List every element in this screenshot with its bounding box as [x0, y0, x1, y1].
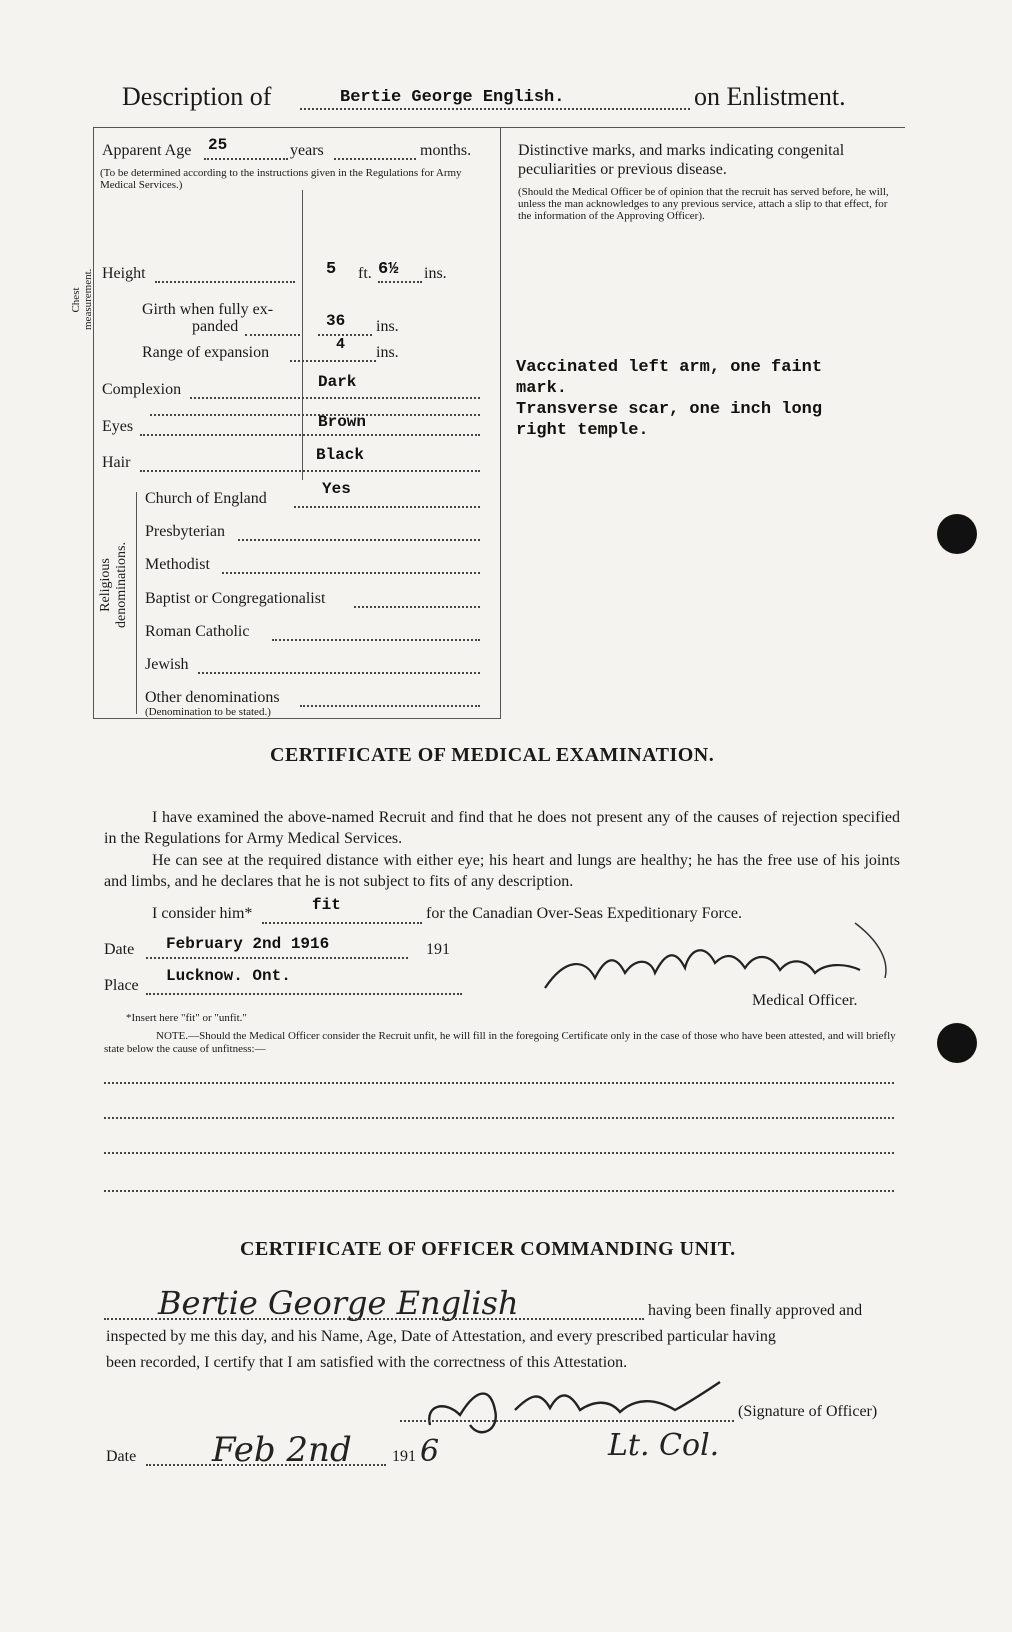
girth-label-1: Girth when fully ex- — [142, 301, 274, 318]
marks-heading: Distinctive marks, and marks indicating congenital peculiarities or previous disease. — [518, 142, 845, 178]
hair-dots — [140, 470, 480, 472]
girth-value: 36 — [326, 312, 346, 330]
marks-line-3: Transverse scar, one inch long — [516, 400, 823, 419]
eyes-label: Eyes — [102, 418, 134, 435]
religion-presbyterian: Presbyterian — [145, 523, 225, 540]
commanding-year-prefix: 191 — [392, 1448, 416, 1465]
religion-church-of-england-value: Yes — [322, 480, 351, 498]
consider-dots — [262, 922, 422, 924]
medical-heading: CERTIFICATE OF MEDICAL EXAMINATION. — [270, 744, 715, 766]
religion-other: Other denominations — [145, 689, 280, 706]
age-value: 25 — [208, 136, 228, 154]
years-dots — [334, 158, 416, 160]
complexion-label: Complexion — [102, 381, 182, 398]
commanding-name-handwritten: Bertie George English — [158, 1284, 519, 1322]
height-in-value: 6½ — [378, 260, 399, 279]
medical-place-label: Place — [104, 977, 139, 994]
girth-ins-label: ins. — [376, 318, 399, 335]
left-frame — [93, 128, 94, 718]
religion-baptist: Baptist or Congregationalist — [145, 590, 326, 607]
commanding-line3: been recorded, I certify that I am satisfied with the correctness of this Attestation. — [106, 1354, 628, 1371]
religion-dots-3 — [354, 606, 480, 608]
commanding-line2: inspected by me this day, and his Name, Age, Date of Attestation, and every prescribed particular having — [106, 1328, 776, 1345]
unfit-note: NOTE.—Should the Medical Officer consider the Recruit unfit, he will fill in the foregoing Certificate only in the case of those who have been attested, and will briefly state below the cause of unfitness:— — [104, 1030, 896, 1055]
commanding-name-dots — [104, 1318, 644, 1320]
medical-officer-label: Medical Officer. — [752, 992, 858, 1009]
commanding-date-dots — [146, 1464, 386, 1466]
height-label: Height — [102, 265, 146, 282]
consider-value: fit — [312, 896, 341, 914]
ft-label: ft. — [358, 265, 372, 282]
age-note: (To be determined according to the instructions given in the Regulations for Army Medical Services.) — [100, 167, 462, 191]
medical-year-prefix: 191 — [426, 941, 450, 958]
months-label: months. — [420, 142, 472, 159]
consider-suffix: for the Canadian Over-Seas Expeditionary Force. — [426, 905, 743, 922]
age-dots — [204, 158, 288, 160]
marks-line-2: mark. — [516, 379, 568, 398]
height-ins-label: ins. — [424, 265, 447, 282]
religion-church-of-england: Church of England — [145, 490, 267, 507]
header-dots — [300, 108, 690, 110]
years-label: years — [290, 142, 324, 159]
insert-note: *Insert here "fit" or "unfit." — [126, 1012, 247, 1024]
age-label: Apparent Age — [102, 142, 192, 159]
religion-dots-2 — [222, 572, 480, 574]
recruit-name: Bertie George English. — [340, 88, 565, 107]
complexion-value: Dark — [318, 373, 357, 391]
religion-jewish: Jewish — [145, 656, 189, 673]
commanding-rank-handwritten: Lt. Col. — [608, 1428, 720, 1463]
medical-date-value: February 2nd 1916 — [166, 935, 330, 953]
signature-label: (Signature of Officer) — [738, 1403, 878, 1420]
religion-side-label: Religious denominations. — [98, 542, 129, 628]
commanding-year-suffix: 6 — [420, 1434, 440, 1469]
unfit-line-4 — [104, 1190, 894, 1192]
medical-para-1: I have examined the above-named Recruit and find that he does not present any of the causes of rejection specified in the Regulations for Army Medical Services. — [104, 809, 900, 847]
commanding-date-label: Date — [106, 1448, 137, 1465]
range-dots — [290, 360, 376, 362]
marks-note: (Should the Medical Officer be of opinion that the recruit has served before, he will, unless the man acknowledges to any previous service, attach a slip to that effect, for the information of the Approving Officer). — [518, 186, 889, 222]
religion-dots-0 — [294, 506, 480, 508]
commanding-line1-suffix: having been finally approved and — [648, 1302, 863, 1319]
consider-prefix: I consider him* — [152, 905, 253, 922]
commanding-heading: CERTIFICATE OF OFFICER COMMANDING UNIT. — [240, 1238, 736, 1260]
punch-hole-bottom — [937, 1023, 977, 1063]
religion-methodist: Methodist — [145, 556, 210, 573]
commanding-date-handwritten: Feb 2nd — [212, 1430, 352, 1470]
hair-value: Black — [316, 446, 365, 464]
medical-officer-signature — [525, 918, 905, 998]
medical-place-dots — [146, 993, 462, 995]
medical-date-dots — [146, 957, 408, 959]
inner-value-divider — [302, 190, 303, 480]
medical-place-value: Lucknow. Ont. — [166, 967, 291, 985]
range-value: 4 — [336, 336, 346, 353]
chest-side-label: Chest measurement. — [70, 268, 94, 330]
religion-other-note: (Denomination to be stated.) — [145, 706, 271, 718]
unfit-line-3 — [104, 1152, 894, 1154]
medical-para-2: He can see at the required distance with either eye; his heart and lungs are healthy; he has the free use of his joints and limbs, and he declares that he is not subject to fits of any description. — [104, 852, 900, 890]
height-ft-value: 5 — [326, 260, 337, 279]
eyes-value: Brown — [318, 413, 367, 431]
header-suffix: on Enlistment. — [694, 82, 846, 111]
column-divider — [500, 128, 501, 718]
girth-label-2: panded — [192, 318, 239, 335]
religion-roman-catholic: Roman Catholic — [145, 623, 250, 640]
height-in-dots — [378, 281, 422, 283]
hair-label: Hair — [102, 454, 131, 471]
marks-line-4: right temple. — [516, 421, 649, 440]
range-label: Range of expansion — [142, 344, 270, 361]
unfit-line-2 — [104, 1117, 894, 1119]
height-dots — [155, 281, 295, 283]
complexion-dots — [190, 397, 480, 399]
religion-dots-1 — [238, 539, 480, 541]
eyes-dots — [140, 434, 480, 436]
header-prefix: Description of — [122, 82, 272, 111]
punch-hole-top — [937, 514, 977, 554]
religion-bracket — [136, 492, 137, 714]
medical-date-label: Date — [104, 941, 135, 958]
range-ins-label: ins. — [376, 344, 399, 361]
religion-dots-4 — [272, 639, 480, 641]
marks-line-1: Vaccinated left arm, one faint — [516, 358, 823, 377]
religion-dots-5 — [198, 672, 480, 674]
unfit-line-1 — [104, 1082, 894, 1084]
religion-dots-6 — [300, 705, 480, 707]
top-rule — [93, 127, 905, 128]
complexion-dots-2 — [150, 414, 480, 416]
section-rule — [93, 718, 501, 719]
girth-dots — [245, 334, 300, 336]
signature-dots — [400, 1420, 734, 1422]
